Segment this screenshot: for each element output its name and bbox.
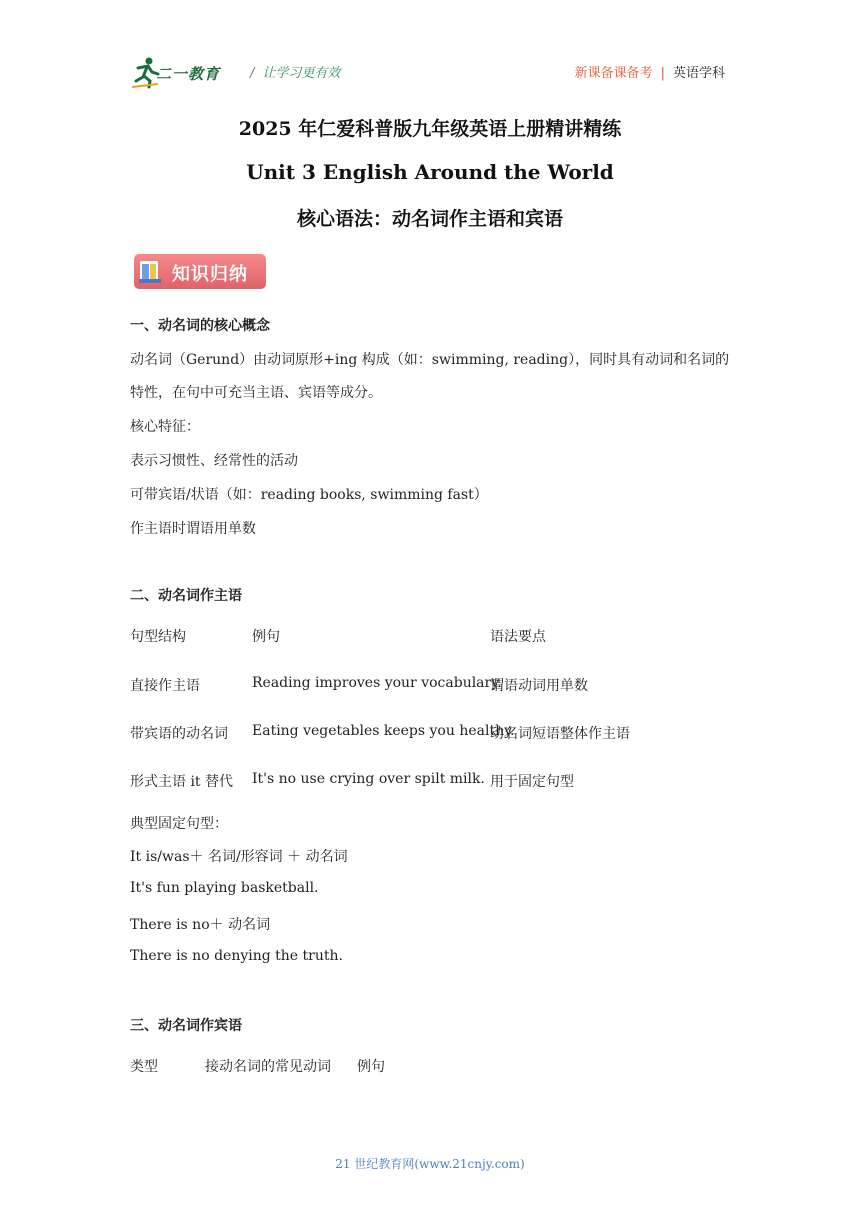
feature-item: 作主语时谓语用单数 bbox=[130, 521, 256, 537]
badge-label: 知识归纳 bbox=[172, 264, 248, 285]
table-cell: 直接作主语 bbox=[130, 678, 200, 694]
section1-para-line2: 特性，在句中可充当主语、宾语等成分。 bbox=[130, 385, 382, 401]
title-line-1: 2025 年仁爱科普版九年级英语上册精讲精练 bbox=[238, 118, 622, 140]
table-cell: Reading improves your vocabulary. bbox=[252, 675, 502, 691]
table-cell: It's no use crying over spilt milk. bbox=[252, 771, 485, 787]
pattern-item: There is no denying the truth. bbox=[130, 948, 343, 964]
section3-heading: 三、动名词作宾语 bbox=[130, 1018, 242, 1034]
table-header-cell: 语法要点 bbox=[490, 629, 546, 645]
knowledge-badge bbox=[134, 253, 266, 290]
feature-item: 表示习惯性、经常性的活动 bbox=[130, 453, 298, 469]
section1-para-line1: 动名词（Gerund）由动词原形+ing 构成（如：swimming, reading），同时具有动词和名词的 bbox=[130, 352, 730, 368]
table-cell: 动名词短语整体作主语 bbox=[490, 726, 630, 742]
table-header-cell: 句型结构 bbox=[130, 629, 186, 645]
section1-heading: 一、动名词的核心概念 bbox=[130, 318, 270, 334]
slogan: / 让学习更有效 bbox=[250, 66, 341, 81]
header-primary: 新课备课备考 bbox=[574, 66, 653, 81]
pattern-item: There is no＋ 动名词 bbox=[130, 917, 271, 933]
header-subject: 新课备课备考 | 英语学科 bbox=[574, 66, 725, 81]
table-header-cell: 例句 bbox=[252, 629, 280, 645]
table-cell: 谓语动词用单数 bbox=[490, 678, 588, 694]
pattern-item: It is/was＋ 名词/形容词 ＋ 动名词 bbox=[130, 849, 348, 865]
table-cell: 带宾语的动名词 bbox=[130, 726, 228, 742]
features-label: 核心特征： bbox=[130, 419, 200, 435]
table-header-cell: 接动名词的常见动词 bbox=[205, 1059, 331, 1075]
page-footer: 21 世纪教育网(www.21cnjy.com) bbox=[335, 1157, 525, 1171]
pattern-item: It's fun playing basketball. bbox=[130, 880, 319, 896]
section2-heading: 二、动名词作主语 bbox=[130, 588, 242, 604]
patterns-label: 典型固定句型： bbox=[130, 816, 228, 832]
table-header-cell: 类型 bbox=[130, 1059, 158, 1075]
logo-text: 二一教育 bbox=[156, 65, 221, 83]
table-cell: Eating vegetables keeps you healthy. bbox=[252, 723, 515, 739]
header-secondary: 英语学科 bbox=[672, 66, 725, 81]
feature-item: 可带宾语/状语（如：reading books, swimming fast） bbox=[130, 487, 488, 503]
title-line-2: Unit 3 English Around the World bbox=[246, 160, 614, 184]
slogan-text: 让学习更有效 bbox=[262, 66, 341, 81]
page-header bbox=[130, 54, 725, 90]
table-cell: 形式主语 it 替代 bbox=[130, 774, 234, 790]
table-header-cell: 例句 bbox=[357, 1059, 385, 1075]
table-cell: 用于固定句型 bbox=[490, 774, 574, 790]
logo bbox=[130, 54, 240, 90]
title-line-3: 核心语法：动名词作主语和宾语 bbox=[296, 208, 563, 230]
